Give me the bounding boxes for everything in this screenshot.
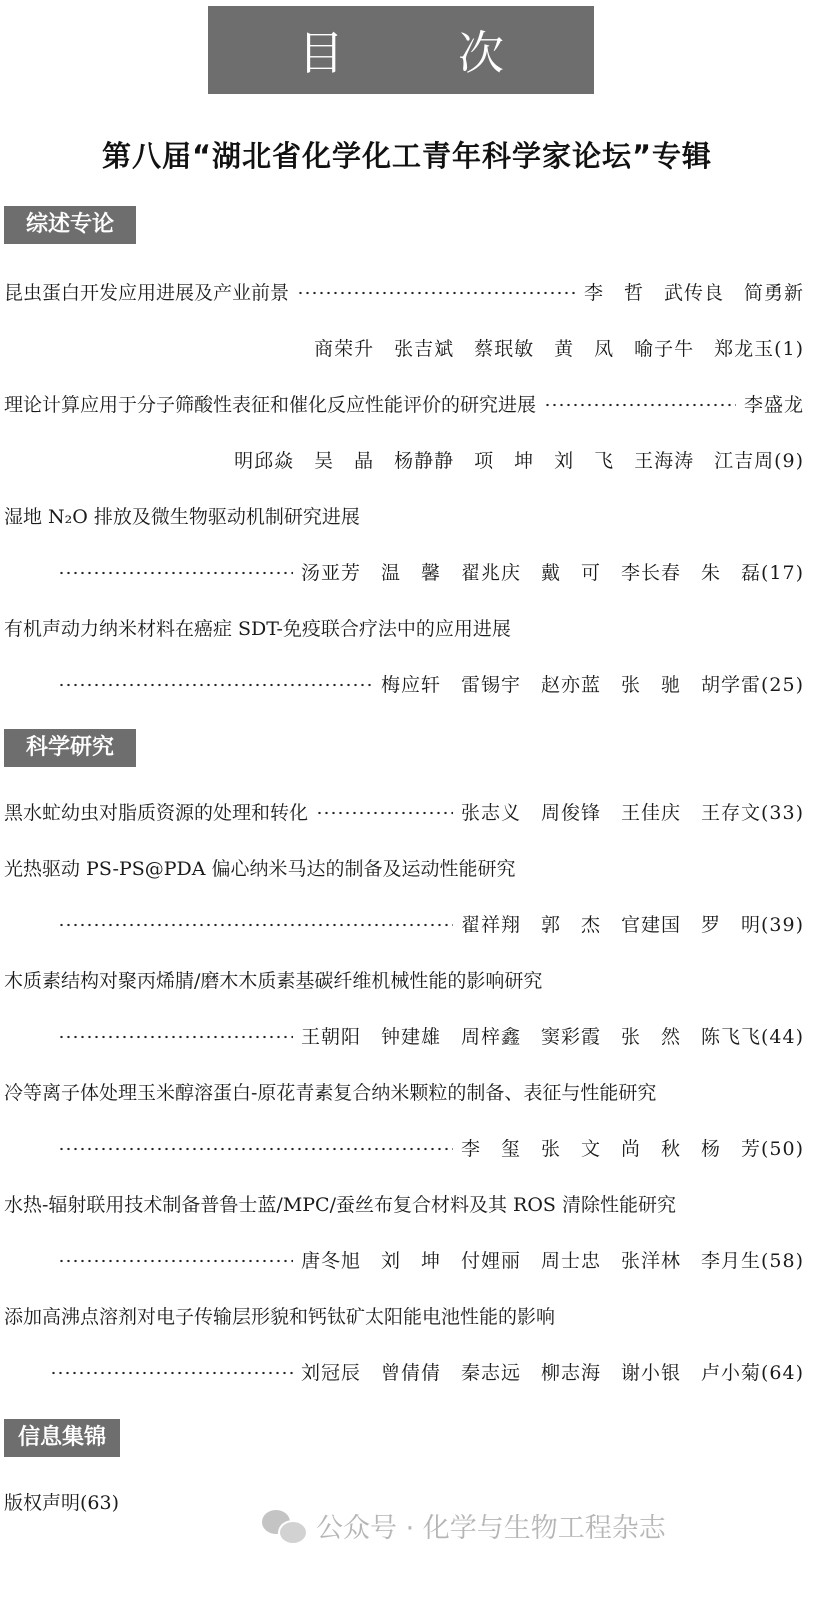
entry-authors: 唐冬旭 刘 坤 付娌丽 周士忠 张洋林 李月生(58): [300, 1250, 804, 1272]
entry-authors: 李 哲 武传良 简勇新: [583, 282, 804, 304]
toc-entry-continued: [58, 556, 804, 590]
toc-entry-continued: [58, 1132, 804, 1166]
toc-entry[interactable]: [4, 796, 804, 830]
entry-title: 昆虫蛋白开发应用进展及产业前景: [4, 282, 290, 304]
entry-authors: 汤亚芳 温 馨 翟兆庆 戴 可 李长春 朱 磊(17): [300, 562, 804, 584]
entry-title: 有机声动力纳米材料在癌症 SDT-免疫联合疗法中的应用进展: [4, 618, 511, 640]
entry-title: 木质素结构对聚丙烯腈/磨木木质素基碳纤维机械性能的影响研究: [4, 970, 543, 992]
entry-title: 版权声明(63): [4, 1492, 120, 1514]
entry-authors: 明邱焱 吴 晶 杨静静 项 坤 刘 飞 王海涛 江吉周(9): [234, 450, 804, 472]
toc-entry[interactable]: [4, 852, 804, 886]
toc-entry[interactable]: [4, 1076, 804, 1110]
section-review: 综述专论: [4, 206, 136, 244]
toc-entry[interactable]: [4, 964, 804, 998]
leader-dots: [58, 1258, 293, 1264]
toc-entry-continued: [58, 908, 804, 942]
toc-entry[interactable]: [4, 1188, 804, 1222]
entry-authors: 李盛龙: [743, 394, 804, 416]
toc-entry-continued: [58, 1020, 804, 1054]
toc-entry-continued: [4, 444, 804, 478]
entry-authors: 张志义 周俊锋 王佳庆 王存文(33): [460, 802, 804, 824]
leader-dots: [297, 290, 576, 296]
entry-authors: 翟祥翔 郭 杰 官建国 罗 明(39): [460, 914, 804, 936]
toc-entry-continued: [4, 332, 804, 366]
toc-entry[interactable]: [4, 276, 804, 310]
entry-authors: 商荣升 张吉斌 蔡珉敏 黄 凤 喻子牛 郑龙玉(1): [314, 338, 804, 360]
leader-dots: [58, 570, 293, 576]
toc-entry[interactable]: [4, 1300, 804, 1334]
toc-entry-continued: [58, 1244, 804, 1278]
entry-title: 冷等离子体处理玉米醇溶蛋白-原花青素复合纳米颗粒的制备、表征与性能研究: [4, 1082, 657, 1104]
entry-authors: 李 玺 张 文 尚 秋 杨 芳(50): [460, 1138, 804, 1160]
leader-dots: [58, 682, 373, 688]
leader-dots: [50, 1370, 293, 1376]
toc-entry-continued: [50, 1356, 804, 1390]
special-issue-title: 第八届“湖北省化学化工青年科学家论坛”专辑: [101, 139, 713, 173]
entry-authors: 梅应轩 雷锡宇 赵亦蓝 张 驰 胡学雷(25): [380, 674, 804, 696]
leader-dots: [58, 1146, 453, 1152]
section-research: 科学研究: [4, 729, 136, 767]
watermark-text: 公众号 · 化学与生物工程杂志: [316, 1512, 666, 1544]
toc-title: 目 次: [208, 6, 594, 94]
wechat-icon: [262, 1508, 306, 1542]
entry-authors: 王朝阳 钟建雄 周梓鑫 窦彩霞 张 然 陈飞飞(44): [300, 1026, 804, 1048]
toc-entry[interactable]: [4, 612, 804, 646]
entry-title: 添加高沸点溶剂对电子传输层形貌和钙钛矿太阳能电池性能的影响: [4, 1306, 556, 1328]
leader-dots: [58, 1034, 293, 1040]
watermark: [262, 1502, 666, 1548]
leader-dots: [58, 922, 453, 928]
leader-dots: [544, 402, 736, 408]
entry-authors: 刘冠辰 曾倩倩 秦志远 柳志海 谢小银 卢小菊(64): [300, 1362, 804, 1384]
section-info: 信息集锦: [4, 1419, 120, 1457]
entry-title: 水热-辐射联用技术制备普鲁士蓝/MPC/蚕丝布复合材料及其 ROS 清除性能研究: [4, 1194, 676, 1216]
toc-entry[interactable]: [4, 500, 804, 534]
entry-title: 黑水虻幼虫对脂质资源的处理和转化: [4, 802, 309, 824]
leader-dots: [316, 810, 453, 816]
toc-entry-continued: [58, 668, 804, 702]
entry-title: 理论计算应用于分子筛酸性表征和催化反应性能评价的研究进展: [4, 394, 537, 416]
entry-title: 湿地 N₂O 排放及微生物驱动机制研究进展: [4, 506, 360, 528]
toc-entry[interactable]: [4, 388, 804, 422]
entry-title: 光热驱动 PS-PS@PDA 偏心纳米马达的制备及运动性能研究: [4, 858, 516, 880]
